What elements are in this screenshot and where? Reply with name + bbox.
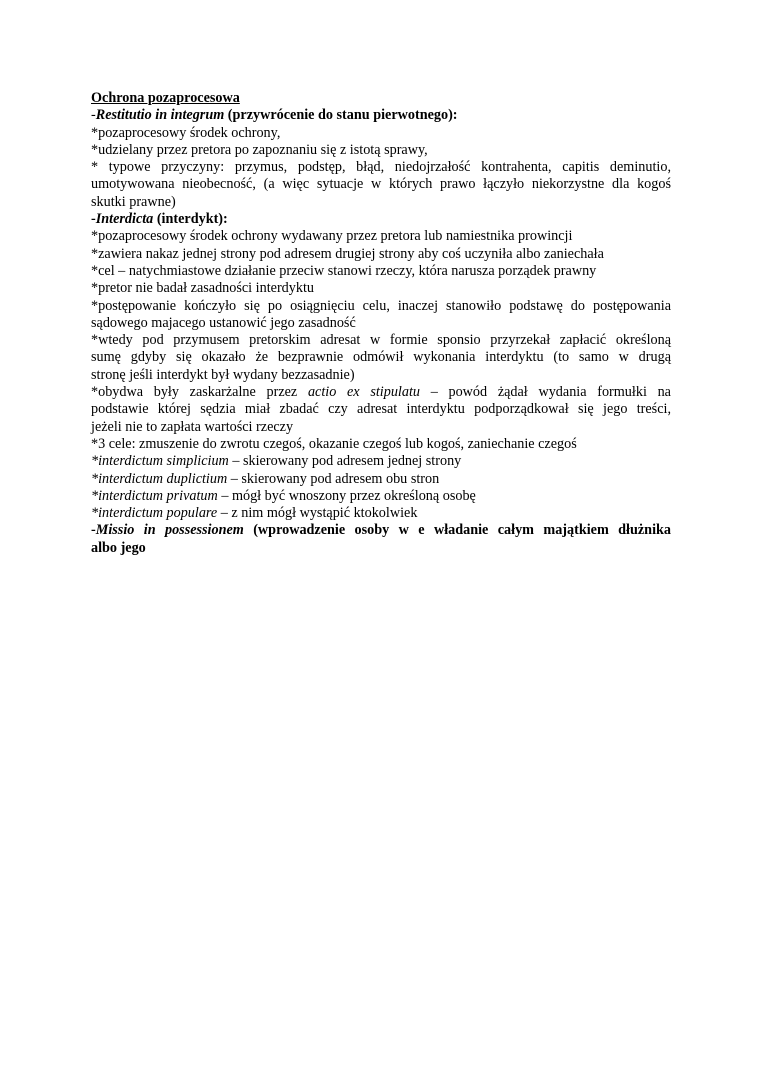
list-item-continuation: umotywowana nieobecność, (a więc sytuacje w których prawo łączyło niekorzystne dla kogoś bbox=[91, 176, 671, 193]
list-item: *pretor nie badał zasadności interdyktu bbox=[91, 280, 314, 297]
interdictum-type bbox=[91, 453, 671, 470]
list-item-continuation: sumę gdyby się okazało że bezprawnie odmówił wykonania interdyktu (to samo w drugą bbox=[91, 349, 671, 366]
document-title: Ochrona pozaprocesowa bbox=[91, 90, 240, 106]
obydwa-pre: *obydwa były zaskarżalne przez bbox=[91, 384, 308, 401]
section-interdicta-heading bbox=[91, 211, 671, 228]
interdictum-type bbox=[91, 488, 671, 505]
heading-term: Missio in possessionem bbox=[95, 522, 244, 539]
list-item-continuation: stronę jeśli interdykt był wydany bezzasadnie) bbox=[91, 366, 355, 383]
list-item: *pozaprocesowy środek ochrony, bbox=[91, 124, 281, 141]
heading-desc: (przywrócenie do stanu pierwotnego): bbox=[224, 107, 458, 124]
heading-desc: (wprowadzenie osoby w e władanie całym majątkiem dłużnika bbox=[243, 522, 671, 539]
heading-desc: (interdykt): bbox=[153, 211, 228, 228]
type-term: *interdictum privatum bbox=[91, 487, 218, 504]
section-missio-heading bbox=[91, 522, 671, 539]
type-desc: – z nim mógł wystąpić ktokolwiek bbox=[217, 505, 418, 522]
list-item: *zawiera nakaz jednej strony pod adresem drugiej strony aby coś uczyniła albo zaniechała bbox=[91, 245, 604, 262]
list-item: *pozaprocesowy środek ochrony wydawany przez pretora lub namiestnika prowincji bbox=[91, 228, 573, 245]
list-item-continuation: podstawie której sędzia miał zbadać czy adresat interdyktu podporządkował się jego treści, bbox=[91, 401, 671, 418]
interdictum-type bbox=[91, 505, 671, 522]
list-item bbox=[91, 384, 671, 401]
list-item: *wtedy pod przymusem pretorskim adresat w formie sponsio przyrzekał zapłacić określoną bbox=[91, 332, 671, 349]
type-term: *interdictum duplictium bbox=[91, 470, 228, 487]
heading-dash: - bbox=[91, 522, 96, 539]
list-item-continuation: skutki prawne) bbox=[91, 193, 176, 210]
type-term: *interdictum simplicium bbox=[91, 453, 229, 470]
document-body bbox=[91, 90, 671, 557]
type-term: *interdictum populare bbox=[91, 505, 218, 522]
section-missio-heading-continuation: albo jego bbox=[91, 539, 146, 556]
list-item-continuation: jeżeli nie to zapłata wartości rzeczy bbox=[91, 418, 294, 435]
type-desc: – skierowany pod adresem jednej strony bbox=[228, 453, 462, 470]
heading-term: Restitutio in integrum bbox=[95, 107, 225, 124]
heading-dash: - bbox=[91, 211, 96, 228]
list-item: *udzielany przez pretora po zapoznaniu się z istotą sprawy, bbox=[91, 141, 428, 158]
type-desc: – mógł być wnoszony przez określoną osobę bbox=[217, 487, 476, 504]
interdictum-type bbox=[91, 471, 671, 488]
section-restitutio-heading bbox=[91, 107, 671, 124]
list-item: *cel – natychmiastowe działanie przeciw stanowi rzeczy, która narusza porządek prawny bbox=[91, 262, 597, 279]
heading-term: Interdicta bbox=[95, 211, 154, 228]
type-desc: – skierowany pod adresem obu stron bbox=[227, 470, 440, 487]
list-item: *3 cele: zmuszenie do zwrotu czegoś, okazanie czegoś lub kogoś, zaniechanie czegoś bbox=[91, 435, 577, 452]
list-item-continuation: sądowego majacego ustanowić jego zasadność bbox=[91, 314, 356, 331]
list-item: *postępowanie kończyło się po osiągnięciu celu, inaczej stanowiło podstawę do postępowania bbox=[91, 297, 671, 314]
obydwa-post: – powód żądał wydania formułki na bbox=[419, 384, 671, 401]
heading-dash: - bbox=[91, 107, 96, 124]
list-item: * typowe przyczyny: przymus, podstęp, błąd, niedojrzałość kontrahenta, capitis deminutio, bbox=[91, 159, 671, 176]
obydwa-term: actio ex stipulatu bbox=[307, 384, 420, 401]
